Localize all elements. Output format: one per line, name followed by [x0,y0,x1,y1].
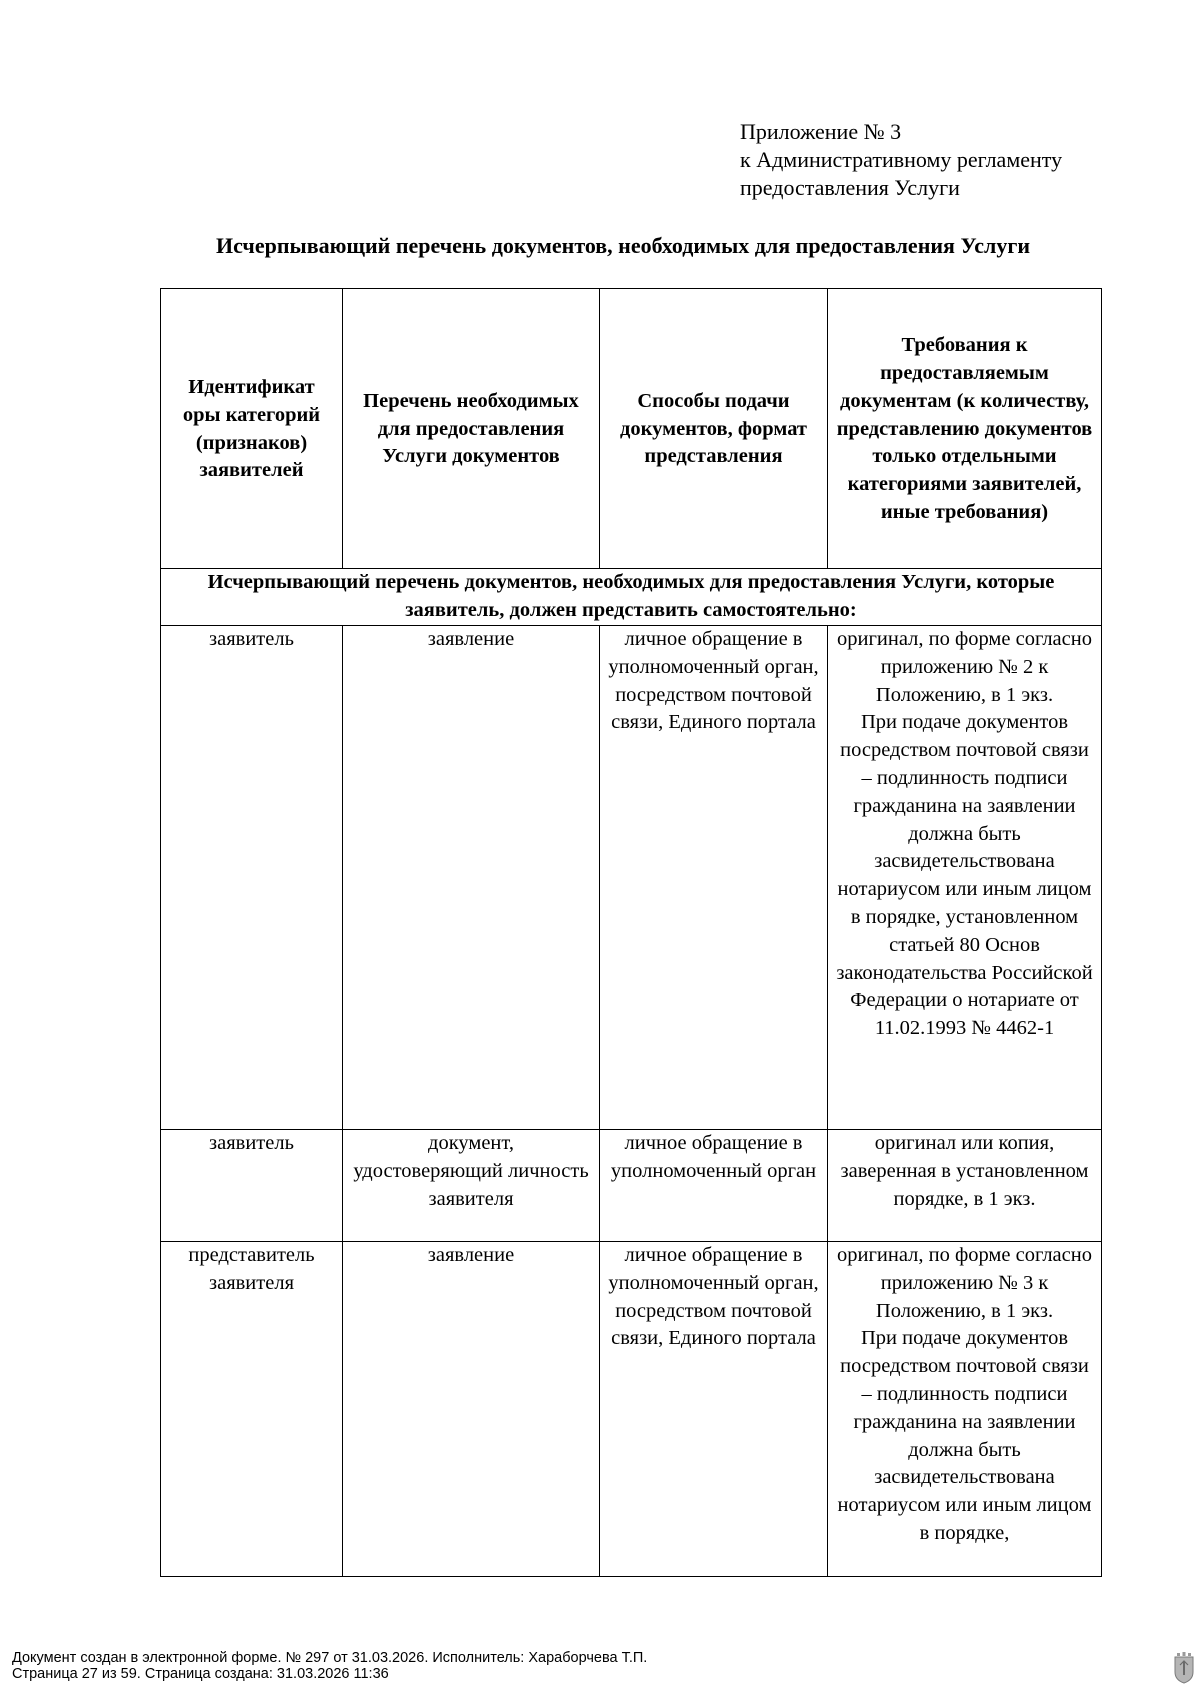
header-documents-list: Перечень необходимых для предоставления Услуги документов [343,289,600,569]
section-row [161,569,1102,626]
table-row [161,1242,1102,1577]
appendix-reference: к Административному регламенту [740,147,1063,172]
cell-method: личное обращение в уполномоченный орган [600,1130,828,1242]
appendix-subject: предоставления Услуги [740,175,960,200]
table-header-row [161,289,1102,569]
requirements-main: оригинал, по форме согласно приложению № 3 к Положению, в 1 экз. [837,1244,1092,1322]
section-heading: Исчерпывающий перечень документов, необходимых для предоставления Услуги, которые заявитель, должен представить самостоятельно: [161,569,1102,626]
cell-document: документ, удостоверяющий личность заявителя [343,1130,600,1242]
document-title: Исчерпывающий перечень документов, необходимых для предоставления Услуги [216,233,1030,258]
header-submission-methods: Способы подачи документов, формат представления [600,289,828,569]
coat-of-arms-graphic [1173,1652,1195,1684]
cell-requirements [828,1242,1102,1577]
cell-document: заявление [343,1242,600,1577]
documents-table [160,288,1102,1577]
appendix-number: Приложение № 3 [740,119,902,144]
requirements-main: оригинал или копия, заверенная в установленном порядке, в 1 экз. [840,1132,1089,1210]
footer-document-info: Документ создан в электронной форме. № 297 от 31.03.2026. Исполнитель: Харaборчева Т.П. [12,1650,648,1666]
header-applicant-category: Идентификат оры категорий (признаков) заявителей [161,289,343,569]
cell-requirements [828,1130,1102,1242]
cell-requirements [828,626,1102,1130]
table-row [161,1130,1102,1242]
document-footer [12,1650,647,1682]
requirements-main: оригинал, по форме согласно приложению № 2 к Положению, в 1 экз. [837,628,1092,706]
footer-page-info: Страница 27 из 59. Страница создана: 31.03.2026 11:36 [12,1666,389,1682]
requirements-extra: При подаче документов посредством почтовой связи – подлинность подписи гражданина на заявлении должна быть засвидетельствована нотариусом или иным лицом в порядке, [837,1327,1092,1544]
cell-method: личное обращение в уполномоченный орган, посредством почтовой связи, Единого портала [600,626,828,1130]
cell-method: личное обращение в уполномоченный орган, посредством почтовой связи, Единого портала [600,1242,828,1577]
cell-applicant: заявитель [161,1130,343,1242]
table-row [161,626,1102,1130]
cell-applicant: представитель заявителя [161,1242,343,1577]
cell-applicant: заявитель [161,626,343,1130]
cell-document: заявление [343,626,600,1130]
header-document-requirements: Требования к предоставляемым документам (к количеству, представлению документов только отдельными категориями заявителей, иные требования) [828,289,1102,569]
requirements-extra: При подаче документов посредством почтовой связи – подлинность подписи гражданина на заявлении должна быть засвидетельствована нотариусом или иным лицом в порядке, установленном статьей 80 Основ законодательства Российской Федерации о нотариате от 11.02.1993 № 4462-1 [836,711,1093,1040]
appendix-header [740,118,1062,202]
coat-of-arms-icon [1173,1652,1195,1684]
